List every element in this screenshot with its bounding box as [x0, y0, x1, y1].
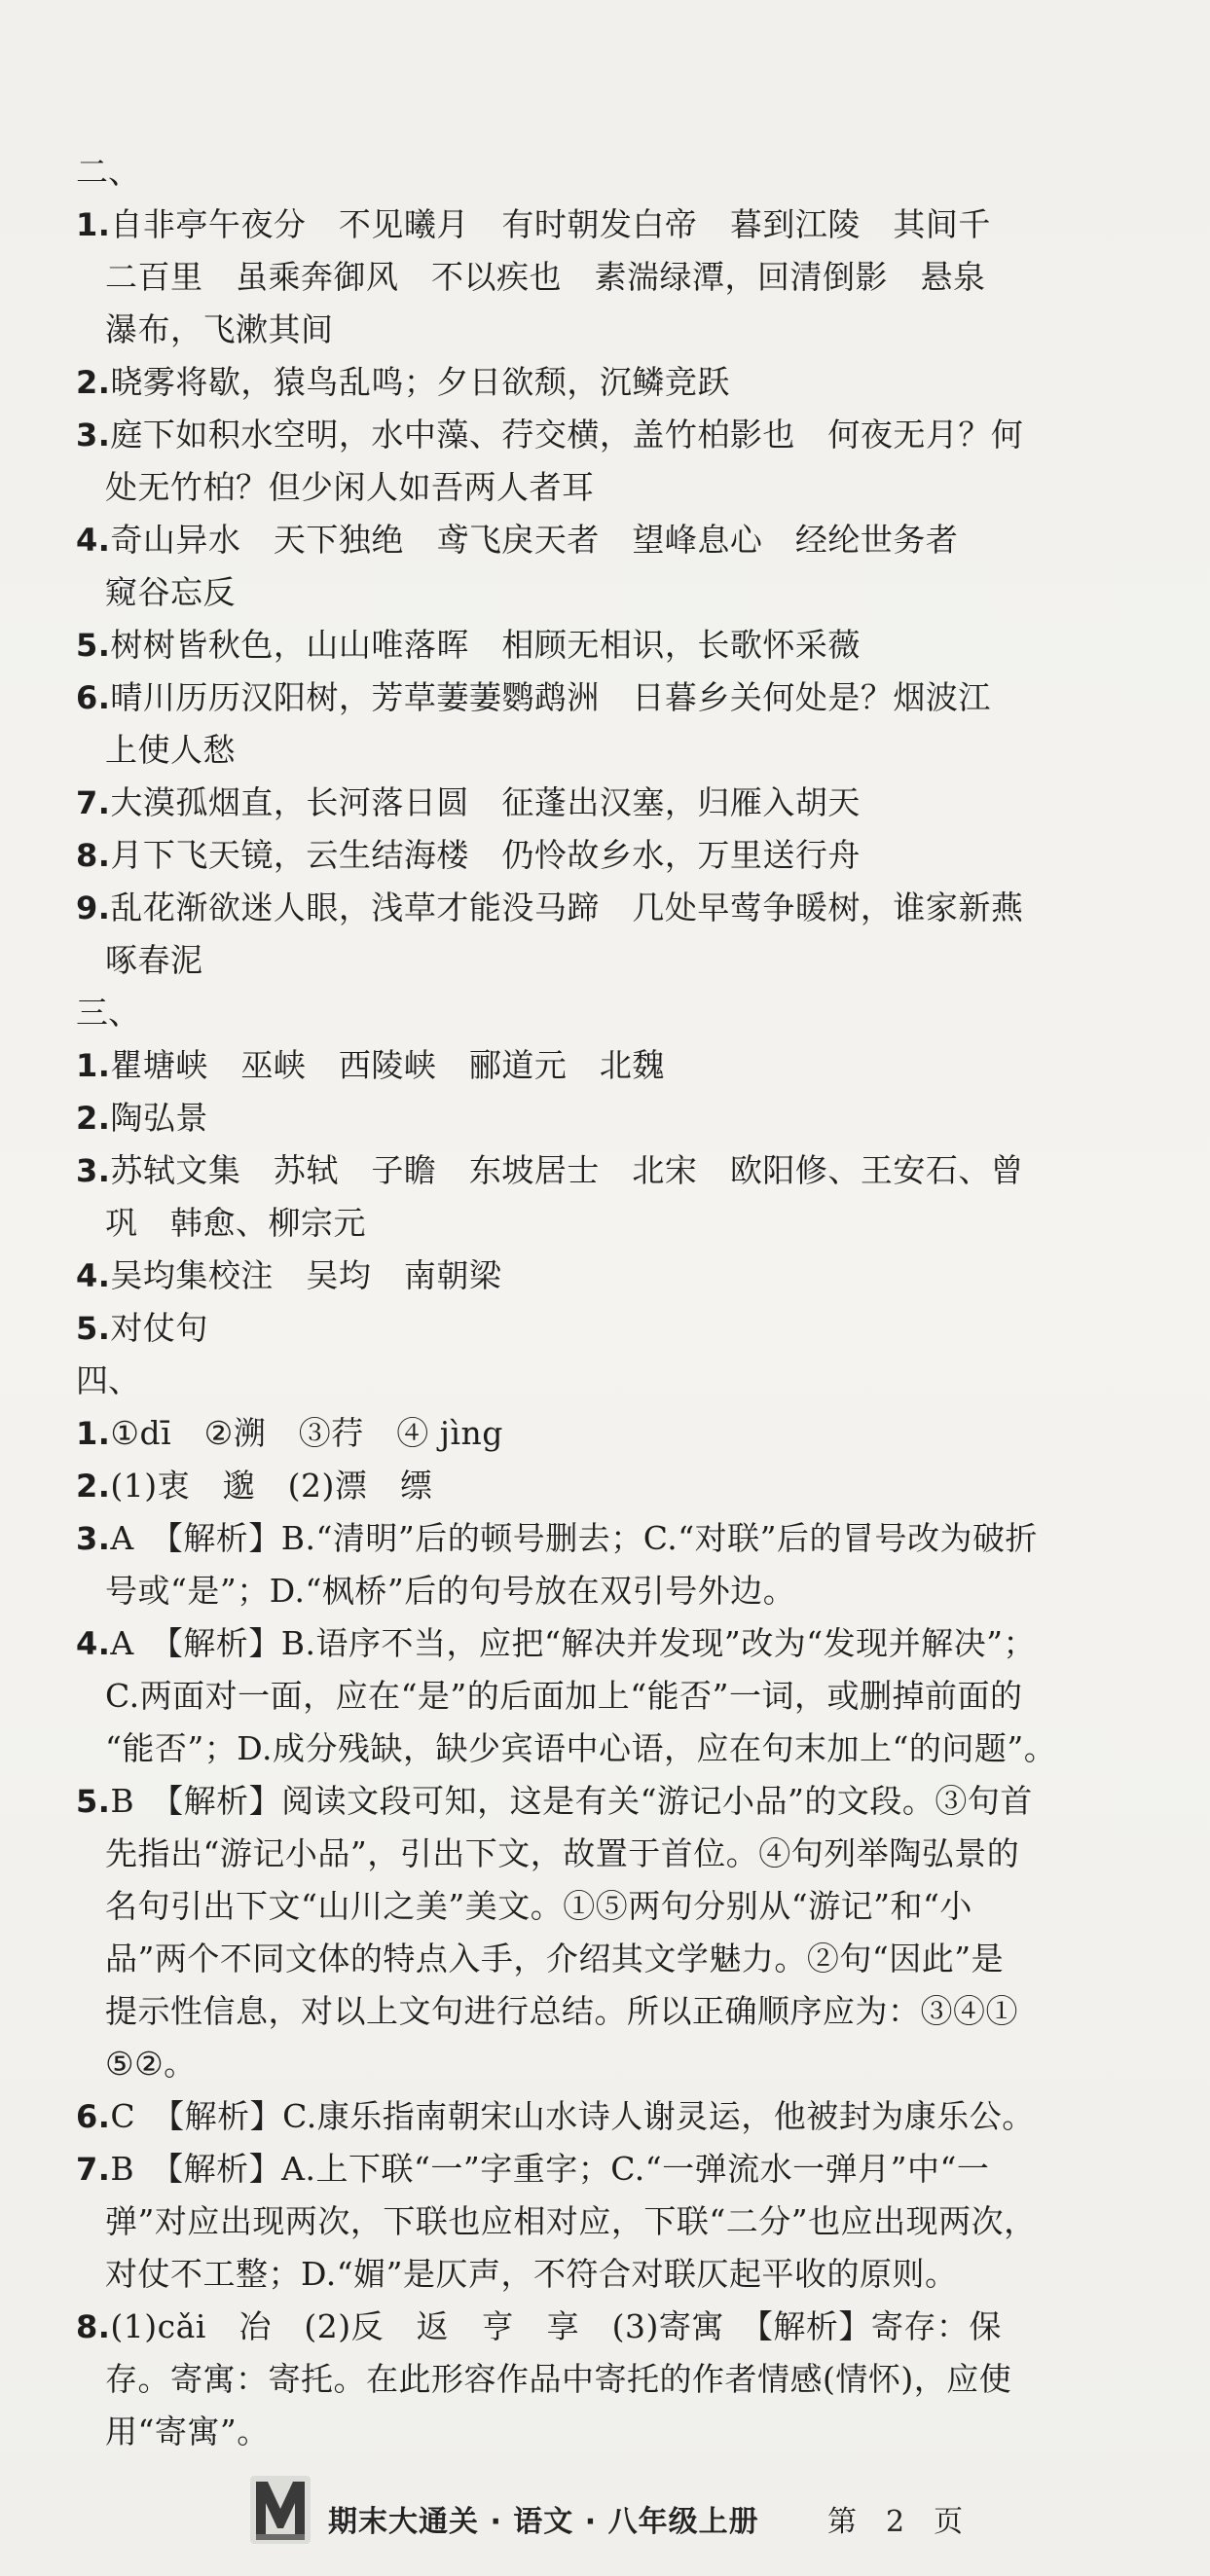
answer-text: 吴均集校注 吴均 南朝梁 [110, 1256, 502, 1294]
answer-line: 瀑布，飞漱其间 [105, 310, 334, 348]
answer-text: 庭下如积水空明，水中藻、荇交横，盖竹柏影也 何夜无月？何 [110, 416, 1024, 454]
item-number: 6. [76, 679, 111, 716]
answer-line [76, 1250, 1147, 1302]
answer-line [76, 1617, 1147, 1670]
answer-line: 先指出“游记小品”，引出下文，故置于首位。④句列举陶弘景的 [105, 1834, 1020, 1872]
answer-line: 存。寄寓：寄托。在此形容作品中寄托的作者情感(情怀)，应使 [105, 2360, 1012, 2398]
answer-line [76, 409, 1147, 461]
answer-line [76, 829, 1147, 882]
answer-line: 用“寄寓”。 [105, 2413, 270, 2450]
answer-line [76, 671, 1147, 724]
answer-line [76, 1512, 1147, 1565]
answer-line [76, 514, 1147, 566]
item-number: 4. [76, 522, 111, 559]
publisher-logo-icon [248, 2470, 312, 2548]
answer-line: “能否”；D.成分残缺，缺少宾语中心语，应在句末加上“的问题”。 [105, 1729, 1057, 1767]
answer-line [76, 1460, 1147, 1512]
answer-text: 瞿塘峡 巫峡 西陵峡 郦道元 北魏 [110, 1046, 665, 1084]
answer-content [76, 146, 1147, 2458]
answer-text: (1)衷 邈 (2)漂 缥 [110, 1467, 433, 1505]
answer-line: 名句引出下文“山川之美”美文。①⑤两句分别从“游记”和“小 [105, 1887, 972, 1925]
answer-text: 晓雾将歇，猿鸟乱鸣；夕日欲颓，沉鳞竞跃 [110, 363, 730, 401]
section-heading-2: 二、 [76, 153, 140, 191]
item-number: 3. [76, 1520, 111, 1557]
item-number: 1. [76, 1047, 111, 1084]
answer-line: 上使人愁 [105, 731, 236, 769]
item-number: 1. [76, 1415, 111, 1452]
answer-text: 乱花渐欲迷人眼，浅草才能没马蹄 几处早莺争暖树，谁家新燕 [110, 889, 1024, 926]
item-number: 1. [76, 206, 111, 243]
answer-text: C 【解析】C.康乐指南朝宋山水诗人谢灵运，他被封为康乐公。 [110, 2097, 1035, 2135]
item-number: 4. [76, 1257, 111, 1294]
answer-line [76, 2301, 1147, 2353]
answer-text: 自非亭午夜分 不见曦月 有时朝发白帝 暮到江陵 其间千 [110, 205, 991, 243]
answer-line: 号或“是”；D.“枫桥”后的句号放在双引号外边。 [105, 1572, 796, 1610]
section-heading-3: 三、 [76, 994, 140, 1032]
section-heading-4: 四、 [76, 1361, 140, 1399]
item-number: 5. [76, 1310, 111, 1347]
answer-line [76, 199, 1147, 251]
answer-line: 窥谷忘反 [105, 573, 236, 611]
answer-line [76, 1144, 1147, 1197]
answer-line [76, 356, 1147, 409]
answer-text: ①dī ②溯 ③荇 ④ jìng [110, 1414, 503, 1452]
item-number: 2. [76, 364, 111, 401]
answer-text: B 【解析】阅读文段可知，这是有关“游记小品”的文段。③句首 [110, 1782, 1033, 1820]
answer-line: C.两面对一面，应在“是”的后面加上“能否”一词，或删掉前面的 [105, 1677, 1023, 1715]
answer-text: 大漠孤烟直，长河落日圆 征蓬出汉塞，归雁入胡天 [110, 783, 861, 821]
answer-line: 品”两个不同文体的特点入手，介绍其文学魅力。②句“因此”是 [105, 1940, 1005, 1977]
answer-text: 奇山异水 天下独绝 鸢飞戾天者 望峰息心 经纶世务者 [110, 521, 959, 559]
answer-line [76, 1092, 1147, 1144]
answer-text: 陶弘景 [110, 1099, 208, 1137]
answer-text: (1)cǎi 冶 (2)反 返 亨 享 (3)寄寓 【解析】寄存：保 [110, 2307, 1002, 2345]
answer-line [76, 2143, 1147, 2195]
answer-text: 晴川历历汉阳树，芳草萋萋鹦鹉洲 日暮乡关何处是？烟波江 [110, 678, 991, 716]
footer-book-title: 期末大通关 · 语文 · 八年级上册 [328, 2505, 759, 2539]
answer-text: A 【解析】B.语序不当，应把“解决并发现”改为“发现并解决”； [110, 1624, 1036, 1662]
answer-text: 树树皆秋色，山山唯落晖 相顾无相识，长歌怀采薇 [110, 626, 861, 664]
answer-line [76, 2090, 1147, 2143]
item-number: 4. [76, 1625, 111, 1662]
item-number: 7. [76, 2151, 111, 2188]
item-number: 5. [76, 1783, 111, 1820]
item-number: 8. [76, 2308, 111, 2345]
answer-line [76, 1039, 1147, 1092]
item-number: 5. [76, 627, 111, 664]
answer-line: 巩 韩愈、柳宗元 [105, 1204, 366, 1242]
answer-text: 苏轼文集 苏轼 子瞻 东坡居士 北宋 欧阳修、王安石、曾 [110, 1151, 1024, 1189]
answer-line [76, 777, 1147, 829]
item-number: 2. [76, 1468, 111, 1505]
answer-line: 啄春泥 [105, 941, 203, 979]
answer-line: 提示性信息，对以上文句进行总结。所以正确顺序应为：③④① [105, 1992, 1018, 2030]
item-number: 3. [76, 1152, 111, 1189]
answer-line [76, 1407, 1147, 1460]
item-number: 7. [76, 784, 111, 821]
answer-line: 弹”对应出现两次，下联也应相对应，下联“二分”也应出现两次， [105, 2202, 1037, 2240]
answer-line [76, 882, 1147, 934]
item-number: 6. [76, 2098, 111, 2135]
answer-line: 对仗不工整；D.“媚”是仄声，不符合对联仄起平收的原则。 [105, 2255, 958, 2293]
answer-text: A 【解析】B.“清明”后的顿号删去；C.“对联”后的冒号改为破折 [110, 1519, 1039, 1557]
answer-text: 对仗句 [110, 1309, 208, 1347]
answer-line: 二百里 虽乘奔御风 不以疾也 素湍绿潭，回清倒影 悬泉 [105, 258, 986, 296]
answer-line [76, 1775, 1147, 1828]
answer-line [76, 619, 1147, 671]
answer-text: 月下飞天镜，云生结海楼 仍怜故乡水，万里送行舟 [110, 836, 861, 874]
item-number: 8. [76, 837, 111, 874]
item-number: 9. [76, 889, 111, 926]
page-number: 第 2 页 [827, 2505, 964, 2539]
item-number: 3. [76, 417, 111, 454]
answer-line: ⑤②。 [105, 2045, 197, 2083]
answer-text: B 【解析】A.上下联“一”字重字；C.“一弹流水一弹月”中“一 [110, 2150, 990, 2188]
answer-line: 处无竹柏？但少闲人如吾两人者耳 [105, 468, 595, 506]
answer-line [76, 1302, 1147, 1355]
item-number: 2. [76, 1100, 111, 1137]
